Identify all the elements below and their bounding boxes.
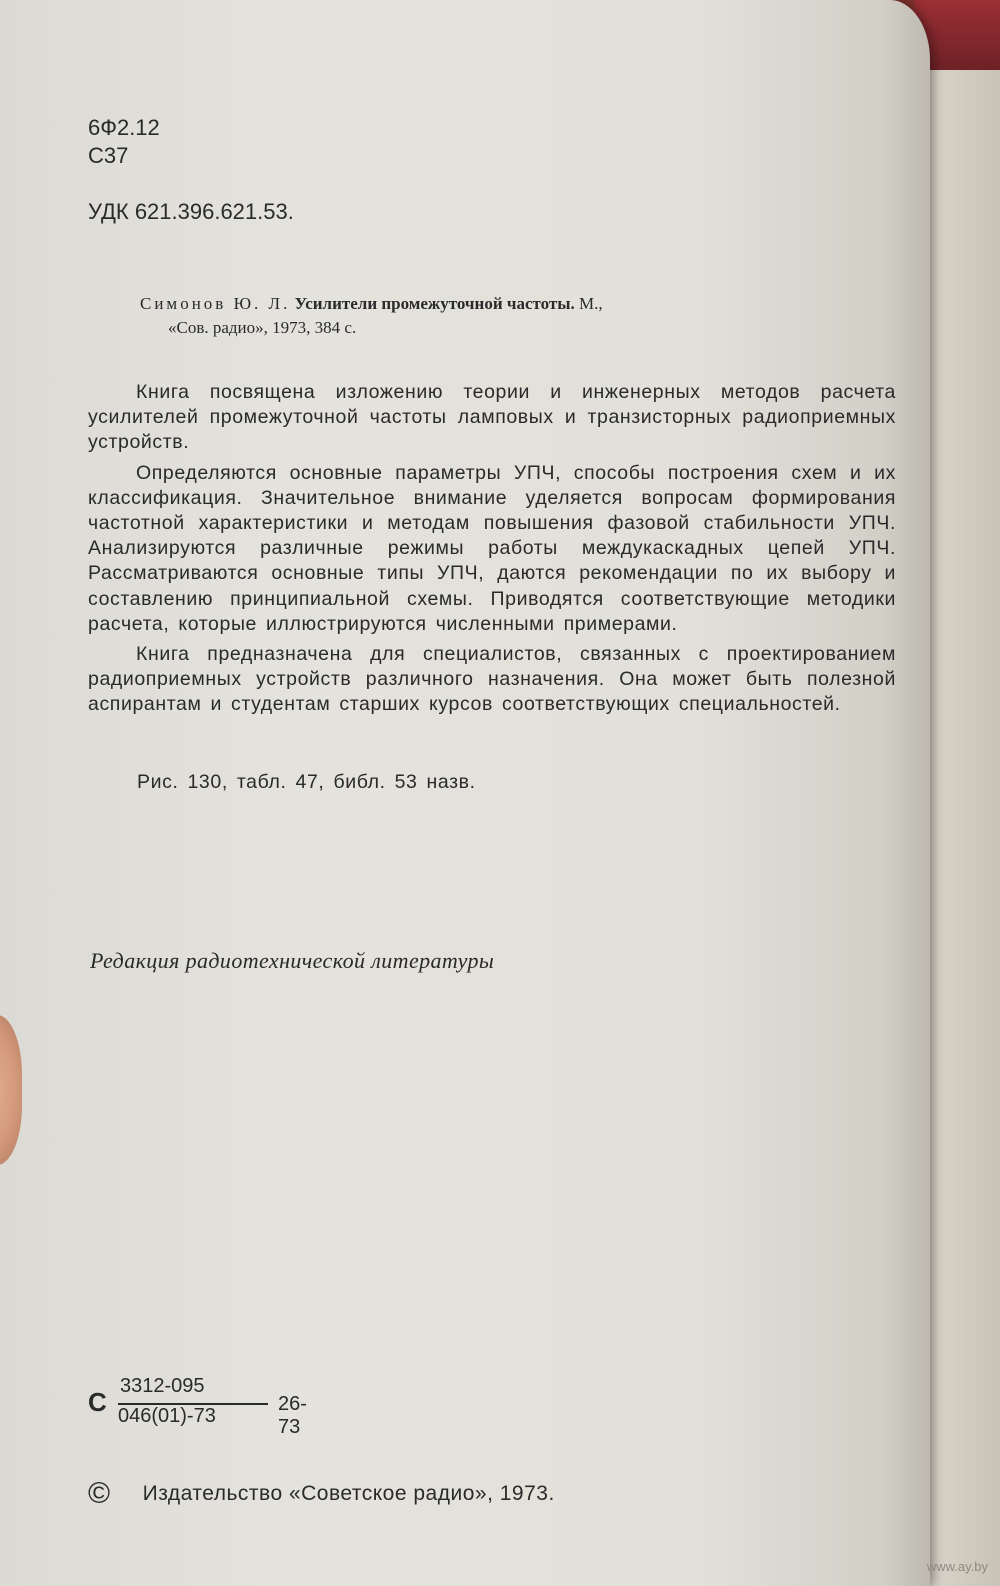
price-code-numerator: 3312-095 bbox=[120, 1375, 205, 1397]
classification-code-1: 6Ф2.12 bbox=[88, 115, 160, 140]
copyright-line bbox=[88, 1477, 555, 1511]
publisher-line: «Сов. радио», 1973, 384 с. bbox=[168, 318, 357, 337]
abstract-paragraph: Определяются основные параметры УПЧ, способы построения схем и их классификация. Значительное внимание уделяется вопросам формирования частотной характеристики и методам повышения фазовой стабильности УПЧ. Анализируются различные режимы работы междукаскадных цепей УПЧ. Рассматриваются основные типы УПЧ, даются рекомендации по их выбору и составлению принципиальной схемы. Приводятся соответствующие методики расчета, которые иллюстрируются численными примерами. bbox=[88, 461, 896, 635]
book-title: Усилители промежуточной частоты. bbox=[294, 294, 575, 313]
price-code-denominator: 046(01)-73 bbox=[118, 1405, 216, 1427]
abstract bbox=[88, 380, 896, 723]
price-code-fraction bbox=[118, 1373, 216, 1429]
copyright-text: Издательство «Советское радио», 1973. bbox=[142, 1482, 555, 1505]
abstract-paragraph: Книга посвящена изложению теории и инженерных методов расчета усилителей промежуточной частоты ламповых и транзисторных радиоприемных устройств. bbox=[88, 381, 896, 454]
bibliographic-line-1 bbox=[140, 292, 860, 316]
copyright-icon: © bbox=[88, 1477, 111, 1510]
fraction-bar bbox=[118, 1403, 268, 1405]
abstract-paragraph: Книга предназначена для специалистов, связанных с проектированием радиоприемных устройств различного назначения. Она может быть полезной аспирантам и студентам старших курсов соответствующих специальностей. bbox=[88, 643, 896, 716]
price-code-suffix: 26-73 bbox=[278, 1393, 307, 1438]
watermark-text: www.ay.by bbox=[926, 1559, 988, 1574]
figures-tables-count: Рис. 130, табл. 47, библ. 53 назв. bbox=[137, 771, 476, 793]
udk-code: УДК 621.396.621.53. bbox=[88, 199, 294, 224]
publication-city: М., bbox=[579, 294, 603, 313]
author-name: Симонов Ю. Л. bbox=[140, 294, 291, 313]
price-code-letter: С bbox=[88, 1387, 107, 1417]
editorial-office: Редакция радиотехнической литературы bbox=[90, 948, 495, 973]
bibliographic-record bbox=[140, 292, 860, 340]
classification-code-2: С37 bbox=[88, 143, 129, 168]
classification-codes bbox=[88, 114, 160, 170]
